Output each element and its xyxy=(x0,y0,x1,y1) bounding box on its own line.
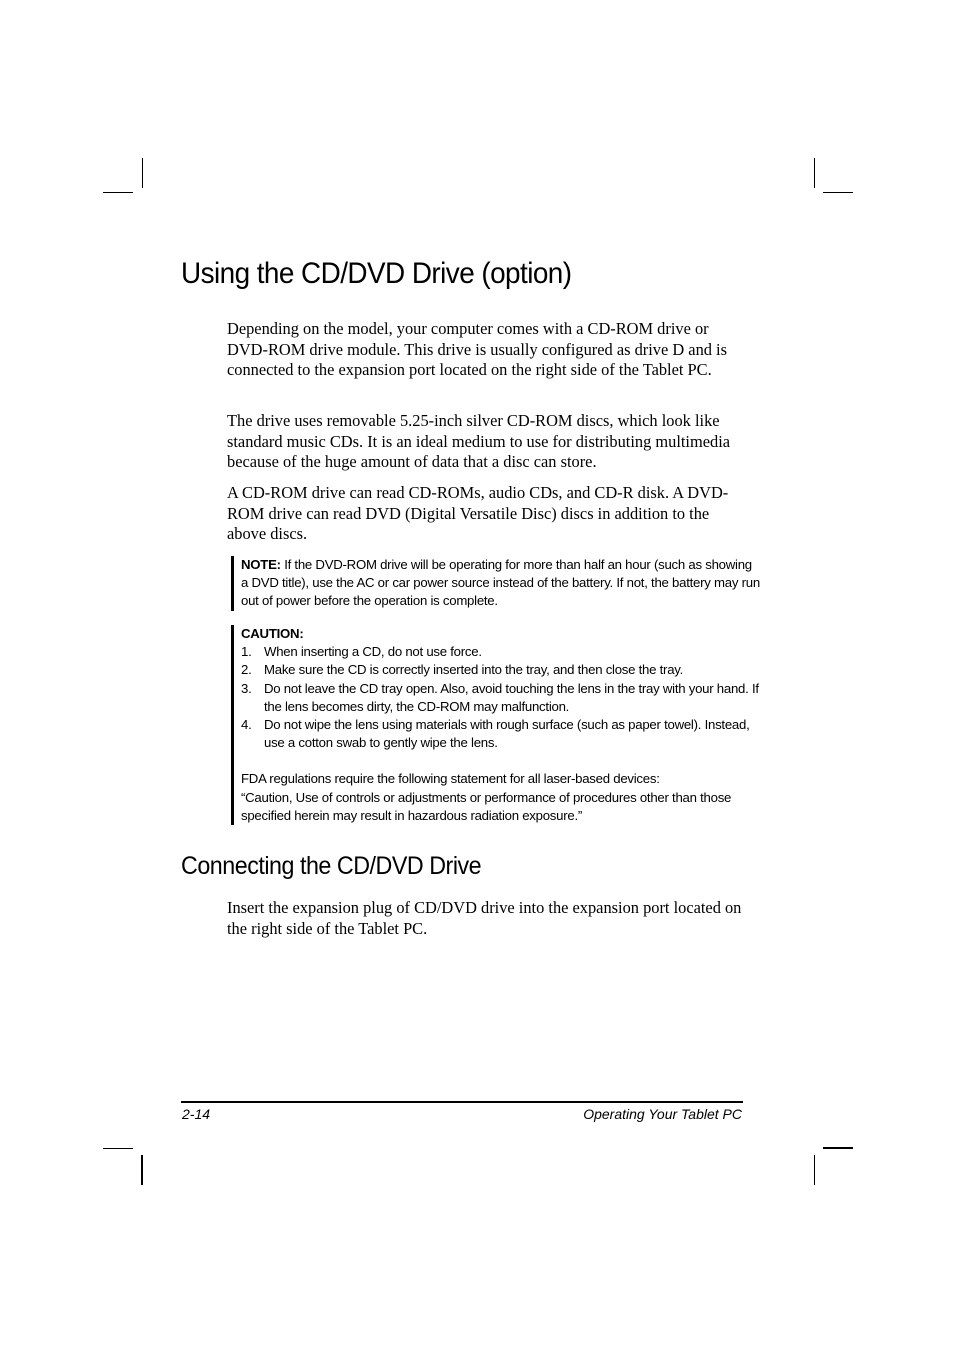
intro-paragraph-2: The drive uses removable 5.25-inch silver CD-ROM discs, which look like standard music CDs. It is an ideal medium to use for distributing multimedia because of the huge amount of data that a disc can store. xyxy=(227,411,731,471)
list-item-number: 1. xyxy=(241,644,252,660)
section-heading: Connecting the CD/DVD Drive xyxy=(181,852,482,880)
caution-box xyxy=(231,625,761,825)
caution-list xyxy=(241,643,761,752)
fda-intro: FDA regulations require the following statement for all laser-based devices: xyxy=(241,771,660,787)
list-item xyxy=(241,716,761,752)
note-body: If the DVD-ROM drive will be operating for more than half an hour (such as showing a DVD title), use the AC or car power source instead of the battery. If not, the battery may run out of power before the operation is complete. xyxy=(241,557,760,609)
list-item-number: 3. xyxy=(241,680,252,696)
crop-mark-top-right-h xyxy=(823,192,853,193)
intro-paragraph-1: Depending on the model, your computer comes with a CD-ROM drive or DVD-ROM drive module. This drive is usually configured as drive D and is connected to the expansion port located on the right side of the Tablet PC. xyxy=(227,319,727,379)
footer-section-title: Operating Your Tablet PC xyxy=(583,1106,742,1122)
caution-label: CAUTION: xyxy=(241,626,304,641)
list-item xyxy=(241,661,761,679)
list-item xyxy=(241,680,761,716)
list-item-number: 4. xyxy=(241,717,252,733)
crop-mark-top-left-h xyxy=(103,192,133,193)
intro-paragraph-3: A CD-ROM drive can read CD-ROMs, audio CDs, and CD-R disk. A DVD-ROM drive can read DVD (Digital Versatile Disc) discs in addition to the above discs. xyxy=(227,483,729,543)
crop-mark-top-left-v xyxy=(142,158,143,188)
page-title: Using the CD/DVD Drive (option) xyxy=(181,257,572,290)
note-label: NOTE: xyxy=(241,557,281,572)
footer-rule xyxy=(181,1101,743,1103)
fda-quote: “Caution, Use of controls or adjustments or performance of procedures other than those specified herein may result in hazardous radiation exposure.” xyxy=(241,789,732,823)
crop-mark-top-right-v xyxy=(814,158,815,188)
note-box xyxy=(231,556,761,611)
list-item-number: 2. xyxy=(241,662,252,678)
crop-mark-bottom-right-v xyxy=(814,1155,815,1185)
list-item-text: Do not leave the CD tray open. Also, avoid touching the lens in the tray with your hand. If the lens becomes dirty, the CD-ROM may malfunction. xyxy=(264,680,759,714)
crop-mark-bottom-left-h xyxy=(103,1148,133,1149)
page-number: 2-14 xyxy=(182,1106,211,1122)
crop-mark-bottom-left-v xyxy=(141,1155,143,1185)
crop-mark-bottom-right-h xyxy=(823,1147,853,1149)
list-item xyxy=(241,643,761,661)
note-text xyxy=(241,556,761,611)
list-item-text: Do not wipe the lens using materials with rough surface (such as paper towel). Instead, use a cotton swab to gently wipe the lens. xyxy=(264,717,750,751)
list-item-text: When inserting a CD, do not use force. xyxy=(264,644,482,660)
list-item-text: Make sure the CD is correctly inserted into the tray, and then close the tray. xyxy=(264,662,684,678)
connect-paragraph: Insert the expansion plug of CD/DVD drive into the expansion port located on the right side of the Tablet PC. xyxy=(227,898,742,938)
